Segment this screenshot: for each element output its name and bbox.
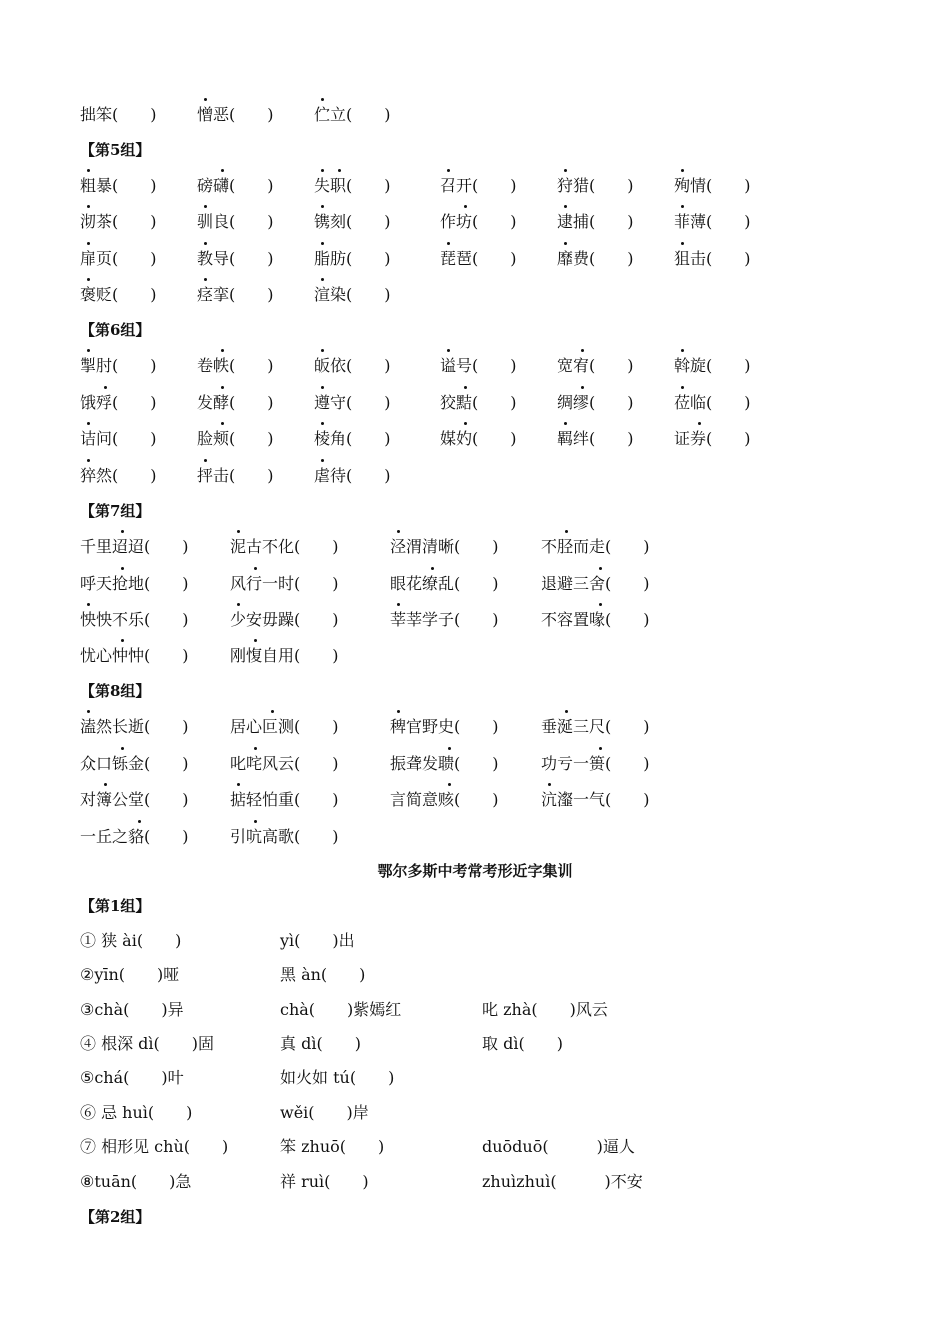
emphasis-dot (204, 98, 207, 101)
word-item (440, 244, 517, 274)
word-text: 教导( ) (197, 249, 274, 268)
word-item (440, 171, 517, 201)
word-item (557, 207, 634, 237)
word-text: ④ 根深 dì( )固 (80, 1034, 215, 1053)
word-text: 媒妁( ) (440, 429, 517, 448)
emphasis-dot (237, 783, 240, 786)
word-item (80, 995, 184, 1025)
word-text: 众口铄金( ) (80, 754, 189, 773)
word-item (80, 822, 189, 852)
word-item (482, 1132, 635, 1162)
word-item (482, 1167, 643, 1197)
word-text: ① 狭 ài( ) (80, 931, 182, 950)
emphasis-dot (121, 747, 124, 750)
emphasis-dot (448, 783, 451, 786)
word-item (80, 749, 189, 779)
word-text: 绸缪( ) (557, 393, 634, 412)
word-text: 卷帙( ) (197, 356, 274, 375)
word-text: 狩猎( ) (557, 176, 634, 195)
word-text: 垂涎三尺( ) (541, 717, 650, 736)
word-item (674, 351, 751, 381)
word-item (80, 351, 157, 381)
word-item (197, 207, 274, 237)
emphasis-dot (321, 349, 324, 352)
emphasis-dot (254, 747, 257, 750)
word-item (482, 995, 608, 1025)
emphasis-dot (87, 242, 90, 245)
word-item (80, 244, 157, 274)
word-text: 逮捕( ) (557, 212, 634, 231)
word-item (314, 424, 391, 454)
group-heading: 【第2组】 (80, 1208, 151, 1226)
word-text: duōduō( )逼人 (482, 1137, 635, 1156)
word-item (390, 569, 499, 599)
word-text: 脸颊( ) (197, 429, 274, 448)
word-text: ⑥ 忌 huì( ) (80, 1103, 193, 1122)
word-item (390, 785, 499, 815)
emphasis-dot (681, 205, 684, 208)
emphasis-dot (681, 169, 684, 172)
word-item (314, 280, 391, 310)
emphasis-dot (448, 747, 451, 750)
word-text: 稗官野史( ) (390, 717, 499, 736)
word-text: 对簿公堂( ) (80, 790, 189, 809)
word-text: 言简意赅( ) (390, 790, 499, 809)
emphasis-dot (204, 459, 207, 462)
word-text: 渲染( ) (314, 285, 391, 304)
word-item (674, 171, 751, 201)
word-text: 棱角( ) (314, 429, 391, 448)
word-item (314, 100, 391, 130)
word-item (80, 641, 189, 671)
word-item (197, 280, 274, 310)
word-text: 憎恶( ) (197, 105, 274, 124)
word-text: 风行一时( ) (230, 574, 339, 593)
word-item (280, 926, 355, 956)
word-item (390, 712, 499, 742)
word-text: 失职( ) (314, 176, 391, 195)
emphasis-dot (681, 349, 684, 352)
word-text: 磅礴( ) (197, 176, 274, 195)
word-item (557, 424, 634, 454)
emphasis-dot (121, 639, 124, 642)
emphasis-dot (464, 422, 467, 425)
emphasis-dot (447, 349, 450, 352)
emphasis-dot (87, 422, 90, 425)
emphasis-dot (87, 169, 90, 172)
word-item (280, 1098, 369, 1128)
emphasis-dot (121, 530, 124, 533)
word-text: 羁绊( ) (557, 429, 634, 448)
emphasis-dot (87, 459, 90, 462)
word-text: 千里迢迢( ) (80, 537, 189, 556)
emphasis-dot (271, 710, 274, 713)
emphasis-dot (254, 639, 257, 642)
word-item (557, 244, 634, 274)
word-item (80, 960, 179, 990)
word-text: 猝然( ) (80, 466, 157, 485)
word-item (314, 351, 391, 381)
word-text: ②yīn( )哑 (80, 965, 180, 984)
word-item (197, 388, 274, 418)
word-item (80, 532, 189, 562)
emphasis-dot (681, 242, 684, 245)
emphasis-dot (321, 386, 324, 389)
word-text: 掣肘( ) (80, 356, 157, 375)
emphasis-dot (87, 710, 90, 713)
word-text: 引吭高歌( ) (230, 827, 339, 846)
word-item (80, 712, 189, 742)
emphasis-dot (599, 567, 602, 570)
word-text: 溘然长逝( ) (80, 717, 189, 736)
section-title: 鄂尔多斯中考常考形近字集训 (377, 862, 573, 880)
word-item (197, 424, 274, 454)
word-text: 拙笨( ) (80, 105, 157, 124)
word-text: 狡黠( ) (440, 393, 517, 412)
word-text: 粗暴( ) (80, 176, 157, 195)
word-text: 莘莘学子( ) (390, 610, 499, 629)
word-item (80, 207, 157, 237)
word-text: 作坊( ) (440, 212, 517, 231)
word-item (80, 1167, 191, 1197)
emphasis-dot (321, 422, 324, 425)
emphasis-dot (599, 603, 602, 606)
word-item (230, 605, 339, 635)
emphasis-dot (87, 349, 90, 352)
word-text: 振聋发聩( ) (390, 754, 499, 773)
word-text: ③chà( )异 (80, 1000, 184, 1019)
word-item (80, 424, 157, 454)
word-item (230, 822, 339, 852)
emphasis-dot (321, 278, 324, 281)
word-item (557, 171, 634, 201)
word-item (197, 461, 274, 491)
word-item (541, 749, 650, 779)
word-text: 殉情( ) (674, 176, 751, 195)
word-text: 不容置喙( ) (541, 610, 650, 629)
group-heading: 【第6组】 (80, 321, 151, 339)
emphasis-dot (565, 530, 568, 533)
emphasis-dot (548, 783, 551, 786)
word-item (674, 207, 751, 237)
word-item (390, 749, 499, 779)
word-item (674, 244, 751, 274)
word-item (674, 424, 751, 454)
word-item (280, 1132, 384, 1162)
word-item (80, 605, 189, 635)
emphasis-dot (681, 386, 684, 389)
emphasis-dot (565, 710, 568, 713)
emphasis-dot (564, 422, 567, 425)
word-text: 黑 àn( ) (280, 965, 366, 984)
word-item (674, 388, 751, 418)
emphasis-dot (104, 783, 107, 786)
emphasis-dot (254, 567, 257, 570)
emphasis-dot (221, 386, 224, 389)
word-text: 真 dì( ) (280, 1034, 361, 1053)
word-text: 琵琶( ) (440, 249, 517, 268)
emphasis-dot (254, 820, 257, 823)
word-item (280, 1063, 394, 1093)
emphasis-dot (464, 386, 467, 389)
word-item (440, 424, 517, 454)
word-text: 斡旋( ) (674, 356, 751, 375)
word-text: 掂轻怕重( ) (230, 790, 339, 809)
word-text: 脂肪( ) (314, 249, 391, 268)
emphasis-dot (464, 205, 467, 208)
word-text: 沆瀣一气( ) (541, 790, 650, 809)
word-item (197, 351, 274, 381)
word-text: 刚愎自用( ) (230, 646, 339, 665)
emphasis-dot (447, 169, 450, 172)
word-item (230, 712, 339, 742)
word-item (80, 1098, 192, 1128)
word-text: zhuìzhuì( )不安 (482, 1172, 643, 1191)
word-item (314, 388, 391, 418)
word-item (230, 532, 339, 562)
emphasis-dot (221, 349, 224, 352)
word-text: 证券( ) (674, 429, 751, 448)
word-item (80, 569, 189, 599)
word-item (314, 207, 391, 237)
word-item (230, 569, 339, 599)
word-item (80, 926, 181, 956)
word-text: 莅临( ) (674, 393, 751, 412)
word-text: ⑧tuān( )急 (80, 1172, 192, 1191)
emphasis-dot (221, 169, 224, 172)
emphasis-dot (321, 205, 324, 208)
emphasis-dot (87, 205, 90, 208)
word-text: 功亏一篑( ) (541, 754, 650, 773)
word-item (280, 960, 365, 990)
word-item (314, 244, 391, 274)
word-item (390, 605, 499, 635)
group-heading: 【第1组】 (80, 897, 151, 915)
word-item (80, 388, 157, 418)
word-item (440, 351, 517, 381)
emphasis-dot (599, 747, 602, 750)
emphasis-dot (138, 820, 141, 823)
word-item (80, 171, 157, 201)
word-item (80, 461, 157, 491)
word-item (541, 785, 650, 815)
word-text: 叱 zhà( )风云 (482, 1000, 608, 1019)
emphasis-dot (321, 459, 324, 462)
emphasis-dot (581, 386, 584, 389)
word-text: 一丘之貉( ) (80, 827, 189, 846)
emphasis-dot (104, 386, 107, 389)
emphasis-dot (397, 710, 400, 713)
word-item (440, 207, 517, 237)
emphasis-dot (397, 530, 400, 533)
word-text: 镌刻( ) (314, 212, 391, 231)
emphasis-dot (321, 242, 324, 245)
word-item (197, 100, 274, 130)
word-item (541, 712, 650, 742)
word-item (197, 171, 274, 201)
word-text: 诘问( ) (80, 429, 157, 448)
word-text: 如火如 tú( ) (280, 1068, 395, 1087)
word-item (280, 1029, 361, 1059)
word-text: 祥 ruì( ) (280, 1172, 369, 1191)
emphasis-dot (581, 349, 584, 352)
word-text: 谥号( ) (440, 356, 517, 375)
word-text: 狙击( ) (674, 249, 751, 268)
group-heading: 【第7组】 (80, 502, 151, 520)
word-text: 泥古不化( ) (230, 537, 339, 556)
word-text: 痉挛( ) (197, 285, 274, 304)
emphasis-dot (431, 567, 434, 570)
word-item (541, 532, 650, 562)
word-item (440, 388, 517, 418)
word-text: 伫立( ) (314, 105, 391, 124)
word-text: 退避三舍( ) (541, 574, 650, 593)
word-text: chà( )紫嫣红 (280, 1000, 402, 1019)
word-item (314, 461, 391, 491)
emphasis-dot (397, 603, 400, 606)
word-item (557, 351, 634, 381)
emphasis-dot (564, 242, 567, 245)
word-text: 遵守( ) (314, 393, 391, 412)
word-text: 菲薄( ) (674, 212, 751, 231)
word-text: 眼花缭乱( ) (390, 574, 499, 593)
word-text: wěi( )岸 (280, 1103, 369, 1122)
word-text: yì( )出 (280, 931, 355, 950)
word-text: ⑤chá( )叶 (80, 1068, 184, 1087)
emphasis-dot (237, 530, 240, 533)
word-item (314, 171, 391, 201)
word-text: 召开( ) (440, 176, 517, 195)
word-text: 笨 zhuō( ) (280, 1137, 385, 1156)
word-item (541, 569, 650, 599)
word-item (197, 244, 274, 274)
word-item (230, 785, 339, 815)
emphasis-dot (237, 603, 240, 606)
group-heading: 【第5组】 (80, 141, 151, 159)
word-item (557, 388, 634, 418)
word-item (80, 1029, 214, 1059)
emphasis-dot (564, 205, 567, 208)
word-item (280, 1167, 369, 1197)
word-item (280, 995, 401, 1025)
word-item (541, 605, 650, 635)
emphasis-dot (321, 98, 324, 101)
emphasis-dot (204, 242, 207, 245)
word-text: 发酵( ) (197, 393, 274, 412)
group-heading: 【第8组】 (80, 682, 151, 700)
emphasis-dot (321, 169, 324, 172)
word-item (80, 785, 189, 815)
word-text: 叱咤风云( ) (230, 754, 339, 773)
emphasis-dot (87, 603, 90, 606)
word-item (390, 532, 499, 562)
word-text: 泾渭清晰( ) (390, 537, 499, 556)
word-item (230, 641, 339, 671)
emphasis-dot (204, 205, 207, 208)
emphasis-dot (221, 422, 224, 425)
word-item (482, 1029, 563, 1059)
word-text: 褒贬( ) (80, 285, 157, 304)
word-text: 宽宥( ) (557, 356, 634, 375)
word-text: 皈依( ) (314, 356, 391, 375)
word-text: 呼天抢地( ) (80, 574, 189, 593)
word-text: ⑦ 相形见 chù( ) (80, 1137, 229, 1156)
word-text: 抨击( ) (197, 466, 274, 485)
emphasis-dot (447, 242, 450, 245)
word-text: 虐待( ) (314, 466, 391, 485)
word-text: 居心叵测( ) (230, 717, 339, 736)
word-text: 靡费( ) (557, 249, 634, 268)
word-item (80, 1132, 228, 1162)
word-item (230, 749, 339, 779)
word-text: 驯良( ) (197, 212, 274, 231)
emphasis-dot (564, 169, 567, 172)
word-text: 取 dì( ) (482, 1034, 563, 1053)
word-text: 扉页( ) (80, 249, 157, 268)
word-text: 忧心忡忡( ) (80, 646, 189, 665)
word-text: 沏茶( ) (80, 212, 157, 231)
emphasis-dot (338, 169, 341, 172)
emphasis-dot (87, 278, 90, 281)
word-text: 不胫而走( ) (541, 537, 650, 556)
word-text: 饿殍( ) (80, 393, 157, 412)
word-text: 怏怏不乐( ) (80, 610, 189, 629)
emphasis-dot (698, 422, 701, 425)
emphasis-dot (204, 278, 207, 281)
emphasis-dot (121, 567, 124, 570)
word-item (80, 1063, 184, 1093)
word-text: 少安毋躁( ) (230, 610, 339, 629)
word-item (80, 280, 157, 310)
word-item (80, 100, 157, 130)
